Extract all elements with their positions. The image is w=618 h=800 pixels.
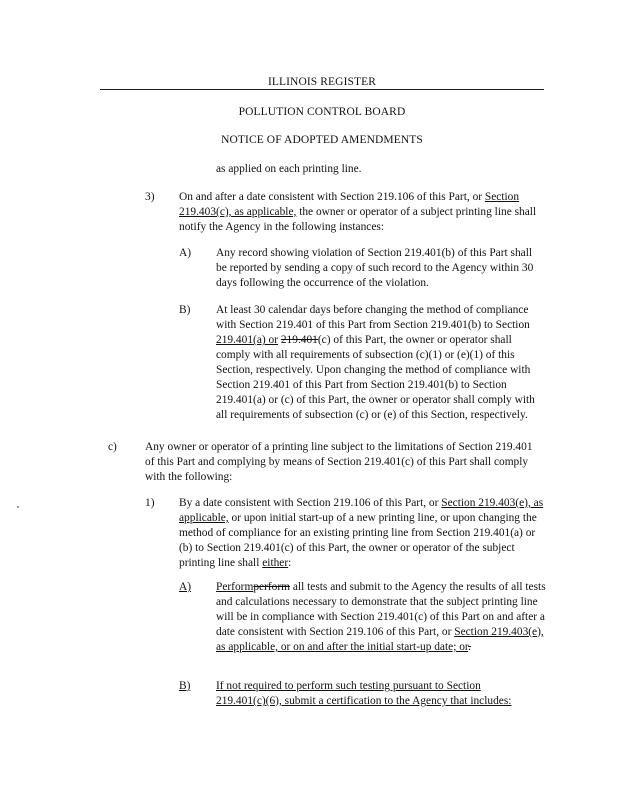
continued-text: as applied on each printing line. [216,163,362,175]
item-c1-inserted-either: either [262,557,289,569]
item-3a-label: A) [179,247,192,259]
item-c1b-text [216,679,528,709]
item-c1a-deleted-period: . [468,641,471,653]
item-3-text [179,190,543,235]
register-title: ILLINOIS REGISTER [267,76,377,88]
item-3-label: 3) [145,191,155,203]
item-3-text-a: On and after a date consistent with Section 219.106 of this Part, or [179,191,485,203]
item-c1a-text [216,580,546,655]
item-c1b-label: B) [179,680,191,692]
item-3b-label: B) [179,304,191,316]
item-3a-text: Any record showing violation of Section 219.401(b) of this Part shall be reported by sending a copy of such record to the Agency within 30 days following the occurrence of the violation. [216,247,534,289]
item-c1a-deleted: perform [253,581,291,593]
board-title: POLLUTION CONTROL BOARD [238,106,406,118]
notice-title: NOTICE OF ADOPTED AMENDMENTS [221,134,423,146]
item-3b-text-a: At least 30 calendar days before changing the method of compliance with Section 219.401 of this Part from Section 219.401(b) to Section [216,304,530,331]
item-c1-inserted: Section 219.403(e), as applicable, [179,497,544,524]
item-c1-label: 1) [145,497,155,509]
item-3-text-b: the owner or operator of a subject printing line shall notify the Agency in the following instances: [179,206,537,233]
item-c1-colon: : [288,557,292,569]
item-c1-text-a: By a date consistent with Section 219.106 of this Part, or [179,497,442,509]
margin-mark [17,506,19,508]
item-3b-text [216,303,544,423]
header-rule [100,89,544,90]
item-3-inserted: Section 219.403(c), as applicable, [179,191,520,218]
item-c-label: c) [108,441,117,453]
item-c1a-inserted: Perform [216,581,254,593]
item-c1a-label: A) [179,581,192,593]
item-c1-text [179,496,549,571]
item-3b-deleted: 219.401 [280,334,318,346]
item-c-text: Any owner or operator of a printing line subject to the limitations of Section 219.401 of this Part and complying by means of Section 219.401(c) of this Part shall comply with the following: [145,441,533,483]
item-3b-text-b: (c) of this Part, the owner or operator shall comply with all requirements of subsection (c)(1) or (e)(1) of this Section, respectively. Upon changing the method of compliance with Section 219.401 of this Part from Section 219.401(b) to Section 219.401(a) or (c) of this Part, the owner or operator shall comply with all requirements of subsection (c) or (e) of this Section, respectively. [216,334,535,421]
item-c1a-inserted-b: Section 219.403(e), as applicable, or on and after the initial start-up date; or [216,626,544,653]
item-c1-text-b: or upon initial start-up of a new printing line, or upon changing the method of compliance for an existing printing line from Section 219.401(a) or (b) to Section 219.401(c) of this Part, the owner or operator of the subject printing line shall [179,512,537,569]
item-3b-inserted: 219.401(a) or [216,334,278,346]
item-c1b-inserted: If not required to perform such testing pursuant to Section 219.401(c)(6), submit a certification to the Agency that includes: [216,680,512,707]
item-c1a-text-a: all tests and submit to the Agency the results of all tests and calculations necessary to demonstrate that the subject printing line will be in compliance with Section 219.401(c) of this Part on and after a date consistent with Section 219.106 of this Part, or [216,581,546,638]
